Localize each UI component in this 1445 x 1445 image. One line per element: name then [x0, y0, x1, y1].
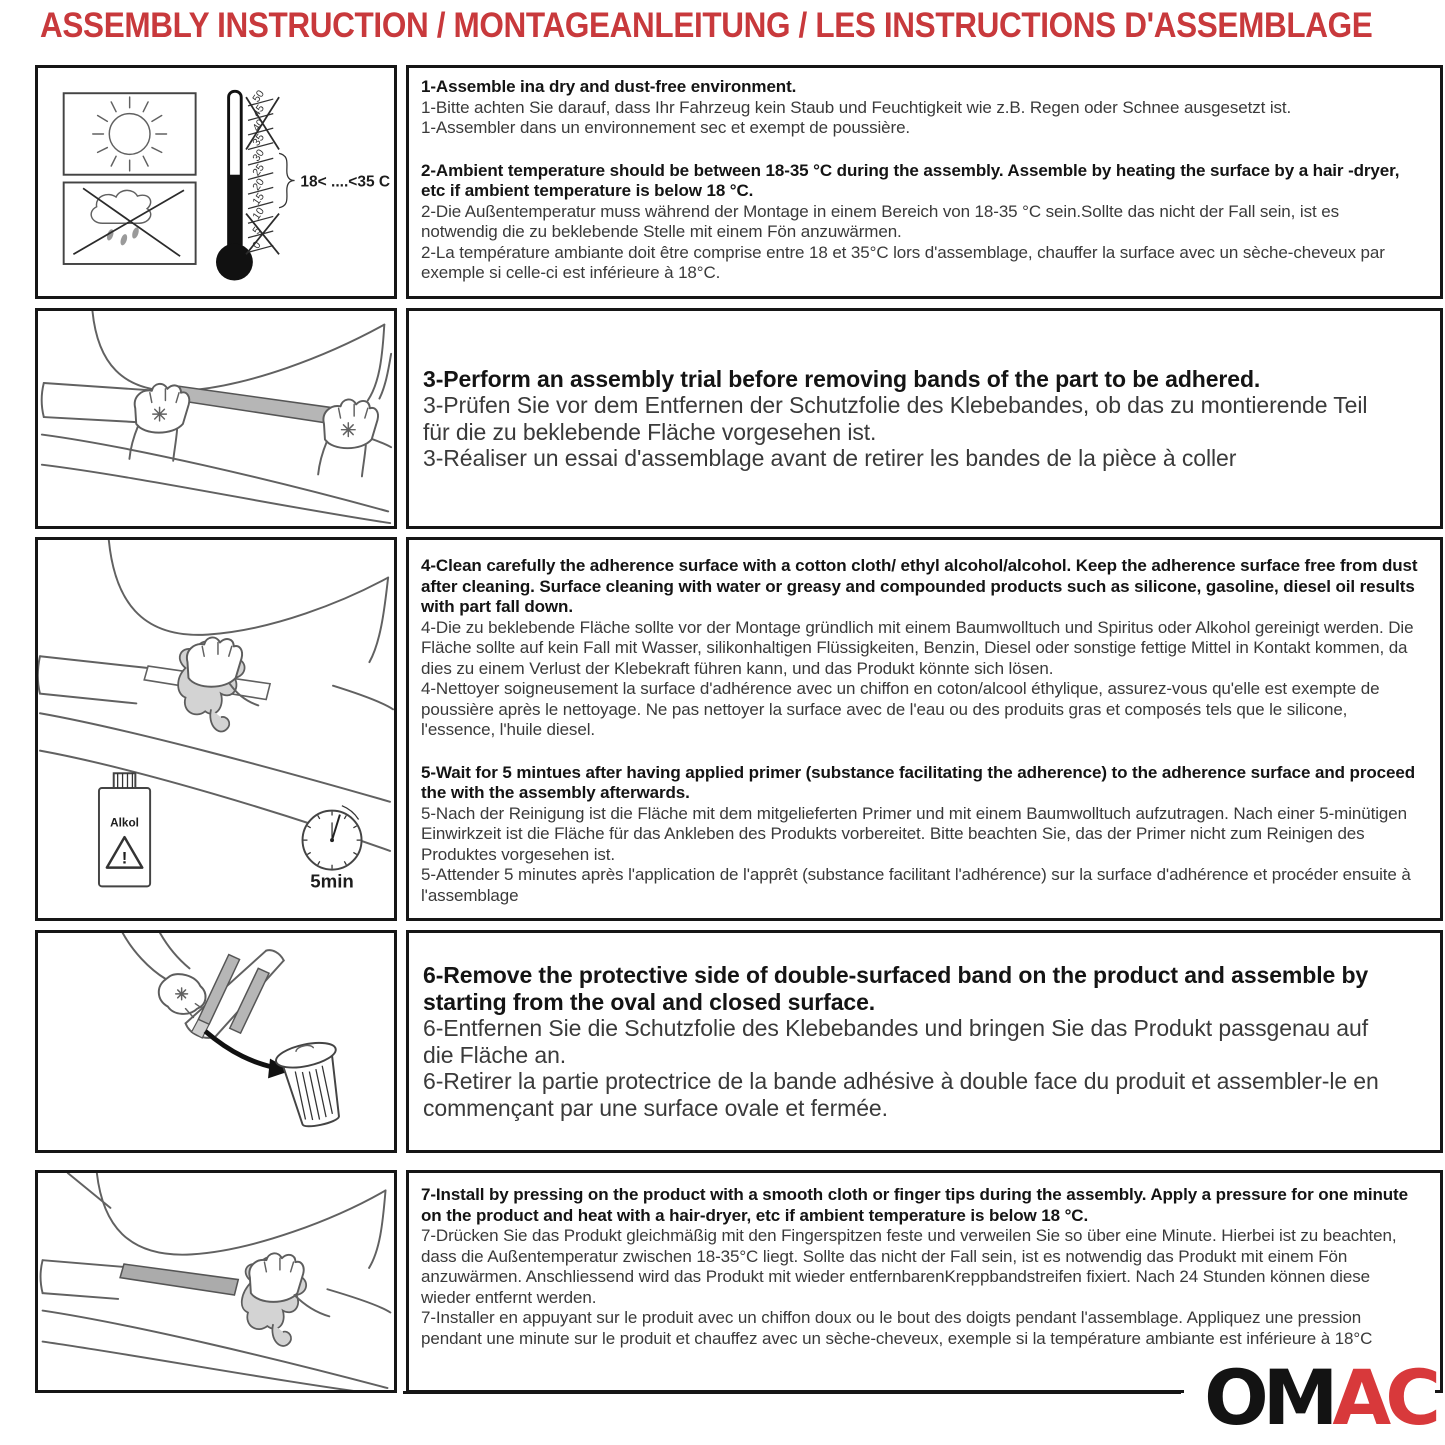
step-1-de: 1-Bitte achten Sie darauf, dass Ihr Fahrzeug kein Staub und Feuchtigkeit wie z.B. Regen oder Schnee ausgesetzt ist.: [421, 97, 1292, 117]
thermo-tick-20: 20: [250, 176, 267, 193]
sill-install-illustration: [38, 311, 394, 526]
step-3-en: 3-Perform an assembly trial before removing bands of the part to be adhered.: [423, 365, 1261, 392]
section-1-2-text: [406, 65, 1443, 299]
thermo-tick-0: 0: [250, 239, 264, 252]
step-7-fr: 7-Installer en appuyant sur le produit avec un chiffon doux ou le bout des doigts pendant l'assemblage. Appliquez une pression pendant une minute sur le produit et chauffez avec un sèche-cheveux, exemple si la température ambiante est inférieure à 18°C: [421, 1308, 1373, 1348]
environment-illustration: [38, 68, 394, 296]
footer-rule: [403, 1391, 1181, 1394]
warning-mark: !: [121, 848, 128, 868]
omac-logo-black: OM: [1204, 1353, 1333, 1442]
thermo-tick-50: 50: [250, 88, 267, 105]
trash-can-icon: [274, 1038, 351, 1131]
thermo-tick-40: 40: [250, 117, 267, 134]
step-4-fr: 4-Nettoyer soigneusement la surface d'adhérence avec un chiffon en coton/alcool éthylique, assurez-vous qu'elle est exempte de poussière après le nettoyage. Ne pas nettoyer la surface avec de l'eau ou des produits gras et composés tels que le silicone, l'essence, l'huile diesel.: [421, 679, 1380, 739]
step-6-en: 6-Remove the protective side of double-surfaced band on the product and assemble by starting from the oval and closed surface.: [423, 962, 1369, 1015]
sill-plate-strip: [172, 386, 330, 423]
page-title: ASSEMBLY INSTRUCTION / MONTAGEANLEITUNG / LES INSTRUCTIONS D'ASSEMBLAGE: [40, 6, 1373, 45]
step-2-en: 2-Ambient temperature should be between 18-35 °C during the assembly. Assemble by heating the surface by a hair -dryer, etc if ambient temperature is below 18 °C.: [421, 160, 1400, 200]
section-3-text: [406, 308, 1443, 529]
peeling-hand-icon: [123, 933, 206, 1017]
clock-icon: [303, 806, 362, 892]
step-1-fr: 1-Assembler dans un environnement sec et exempt de poussière.: [421, 118, 911, 137]
section-4-5-text: [406, 537, 1443, 921]
press-product-figure: [35, 1170, 397, 1393]
thermo-tick-25: 25: [250, 161, 267, 179]
step-6-fr: 6-Retirer la partie protectrice de la bande adhésive à double face du produit et assembler-le en commençant par une surface ovale et fermée.: [423, 1068, 1379, 1121]
thermo-tick-5: 5: [250, 224, 264, 237]
thermo-tick-35: 35: [250, 131, 267, 149]
omac-logo: [1184, 1352, 1435, 1444]
left-hand-icon: [129, 384, 189, 461]
clean-surface-figure: [35, 537, 397, 921]
step-5-en: 5-Wait for 5 mintues after having applied primer (substance facilitating the adherence) to the adherence surface and proceed the with the assembly afterwards.: [421, 762, 1415, 802]
sill-plate-strip: [120, 1264, 238, 1295]
clock-label: 5min: [310, 870, 354, 892]
step-2-de: 2-Die Außentemperatur muss während der Montage in einem Bereich von 18-35 °C sein.Sollte das nicht der Fall sein, ist es notwendig die zu beklebende Stelle mit einem Fön anzuwärmen.: [421, 201, 1339, 241]
step-6-de: 6-Entfernen Sie die Schutzfolie des Klebebandes und bringen Sie das Produkt passgenau auf die Fläche an.: [423, 1015, 1368, 1068]
step-5-de: 5-Nach der Reinigung ist die Fläche mit dem mitgelieferten Primer und mit einem Baumwolltuch aufzutragen. Nach einer 5-minütigen Einwirkzeit ist die Fläche für das Ankleben des Produkts vorbereitet. Bitte beachten Sie, das der Primer nicht zum Reinigen des Produktes vorgesehen ist.: [421, 803, 1407, 864]
step-4-en: 4-Clean carefully the adherence surface with a cotton cloth/ ethyl alcohol/alcohol. Keep the adherence surface free from dust after cleaning. Surface cleaning with water or greasy and compounded products such as silicone, gasoline, diesel oil results with part fall down.: [421, 556, 1418, 616]
environment-figure: [35, 65, 397, 299]
cleaning-illustration: [38, 540, 394, 918]
alcohol-label: Alkol: [110, 815, 139, 830]
section-row-1: [35, 65, 1443, 299]
step-2-fr: 2-La température ambiante doit être comprise entre 18 et 35°C lors d'assemblage, chauffer la surface avec un sèche-cheveux par exemple si celle-ci est inférieure à 18°C.: [421, 242, 1385, 282]
assembly-trial-figure: [35, 308, 397, 529]
pressing-illustration: [38, 1173, 394, 1390]
section-row-2: [35, 308, 1443, 529]
thermo-tick-45: 45: [250, 102, 267, 120]
section-row-4: [35, 930, 1443, 1153]
alcohol-bottle-icon: [99, 773, 150, 886]
step-3-fr: 3-Réaliser un essai d'assemblage avant de retirer les bandes de la pièce à coller: [423, 445, 1237, 471]
step-7-de: 7-Drücken Sie das Produkt gleichmäßig mit den Fingerspitzen feste und verweilen Sie so über eine Minute. Hierbei ist zu beachten, dass die Außentemperatur zwischen 18-35°C liegt. Sollte das nicht der Fall sein, ist es notwendig das Produkt mit einem Fön anzuwärmen. Anschliessend wird das Produkt mit wieder entfernbarenKreppbandstreifen fixiert. Nach 24 Stunden können diese wieder entfernt werden.: [421, 1226, 1397, 1307]
step-5-fr: 5-Attender 5 minutes après l'application de l'apprêt (substance facilitant l'adhérence) sur la surface d'adhérence et procéder ensuite à l'assemblage: [421, 865, 1411, 905]
peel-band-illustration: [38, 933, 394, 1150]
thermometer-range-label: 18< ....<35 C: [300, 173, 391, 191]
remove-band-figure: [35, 930, 397, 1153]
step-7-en: 7-Install by pressing on the product with a smooth cloth or finger tips during the assembly. Apply a pressure for one minute on the product and heat with a hair-dryer, etc if ambient temperature is below 18 °C.: [421, 1185, 1408, 1225]
omac-logo-red: AC: [1332, 1353, 1435, 1442]
step-4-de: 4-Die zu beklebende Fläche sollte vor der Montage gründlich mit einem Baumwolltuch und Spiritus oder Alkohol gereinigt werden. Die Fläche sollte auf kein Fall mit Wasser, silikonhaltigen Flüssigkeiten, Benzin, Diesel oder sonstige fettige Mittel in Kontakt kommen, da dies zu einem Verlust der Klebekraft führen kann, und das Produkt könnte sich lösen.: [421, 617, 1414, 678]
section-6-text: [406, 930, 1443, 1153]
step-3-de: 3-Prüfen Sie vor dem Entfernen der Schutzfolie des Klebebandes, ob das zu montierende Teil für die zu beklebende Fläche vorgesehen ist.: [423, 392, 1368, 445]
thermo-tick-30: 30: [250, 147, 267, 164]
section-row-3: [35, 537, 1443, 921]
thermo-tick-10: 10: [250, 205, 267, 223]
right-hand-icon: [318, 399, 378, 476]
thermo-tick-15: 15: [250, 190, 267, 208]
thermometer-icon: [216, 88, 390, 280]
step-1-en: 1-Assemble ina dry and dust-free environment.: [421, 77, 797, 96]
